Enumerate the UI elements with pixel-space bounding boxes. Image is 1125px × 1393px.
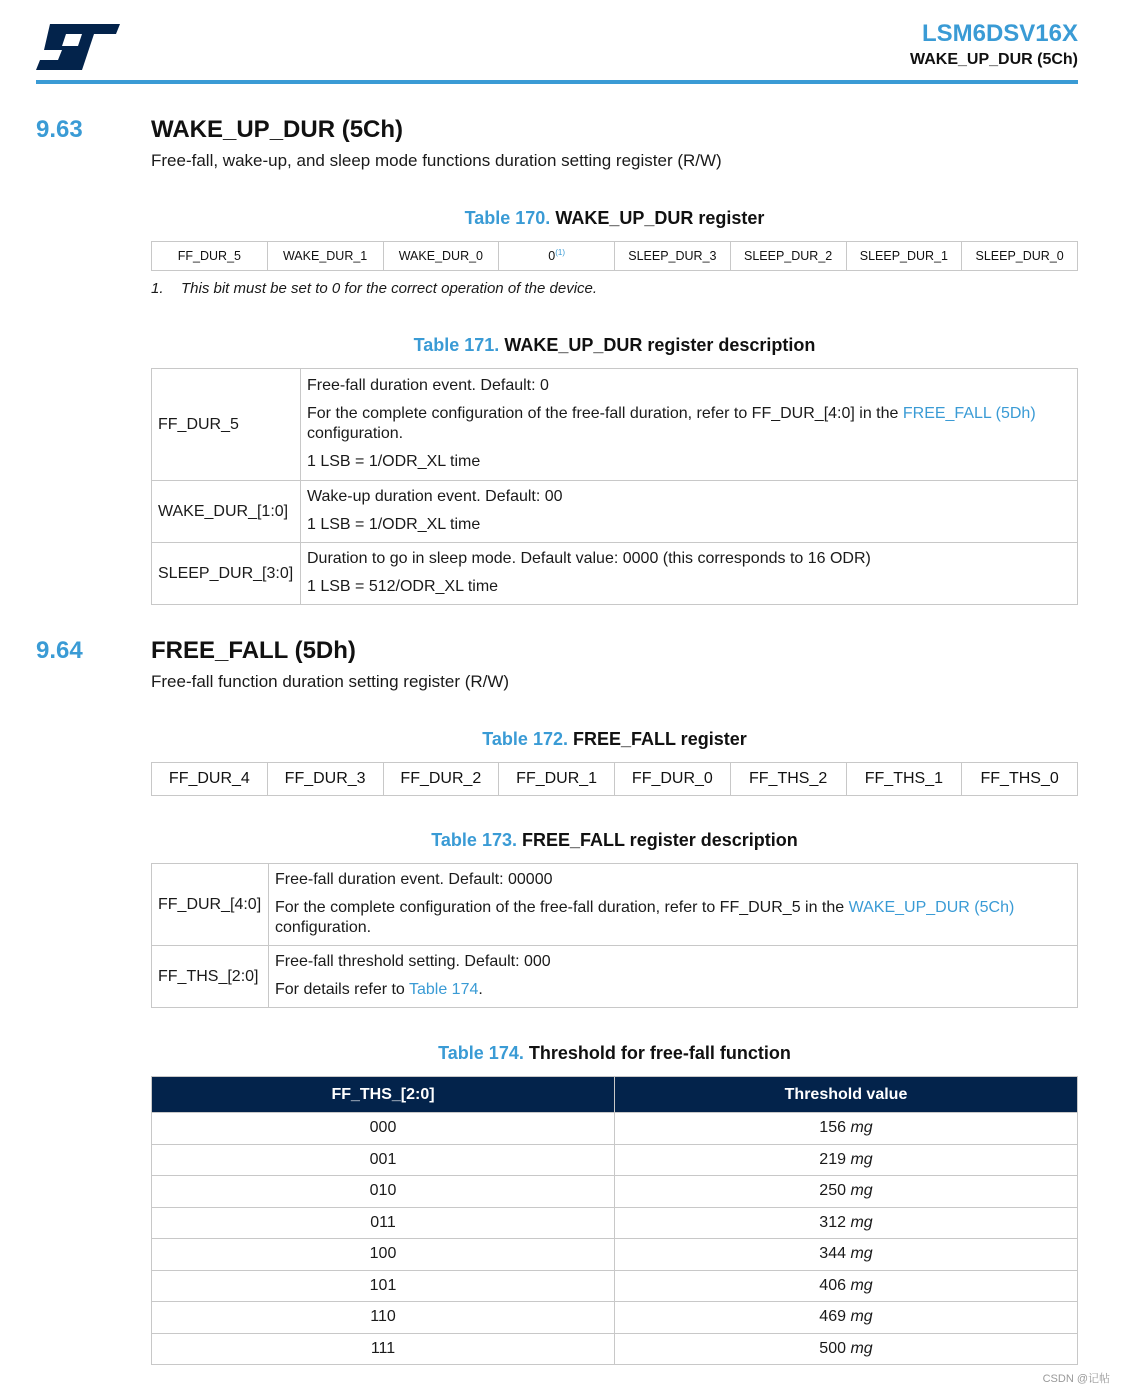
table-row — [152, 1333, 1078, 1365]
field-description — [269, 864, 1078, 946]
bit-cell: SLEEP_DUR_1 — [846, 242, 962, 271]
bit-cell — [499, 242, 615, 271]
header-rule — [36, 80, 1078, 84]
table-caption-number: Table 171. — [413, 335, 500, 355]
st-logo-icon — [36, 24, 120, 70]
table-caption — [151, 1043, 1078, 1064]
bit-value: 0 — [548, 249, 556, 264]
field-description — [301, 481, 1078, 543]
threshold-value — [615, 1176, 1078, 1208]
bit-cell: WAKE_DUR_1 — [267, 242, 383, 271]
threshold-number: 344 — [819, 1245, 846, 1263]
table-row — [152, 946, 1078, 1008]
threshold-number: 406 — [819, 1276, 846, 1294]
table-caption-number: Table 173. — [431, 830, 517, 850]
bit-cell: FF_THS_2 — [730, 763, 846, 796]
description-line: Free-fall duration event. Default: 00000 — [275, 870, 553, 888]
threshold-code: 101 — [152, 1270, 615, 1302]
table-row — [152, 1207, 1078, 1239]
description-line: Duration to go in sleep mode. Default value: 0000 (this corresponds to 16 ODR) — [307, 549, 871, 567]
footnote-number: 1. — [151, 280, 164, 297]
threshold-number: 219 — [819, 1150, 846, 1168]
threshold-code: 111 — [152, 1333, 615, 1365]
table-row — [152, 864, 1078, 946]
threshold-code: 010 — [152, 1176, 615, 1208]
field-description — [269, 946, 1078, 1008]
document-title: LSM6DSV16X — [921, 20, 1078, 47]
field-name: SLEEP_DUR_[3:0] — [152, 543, 301, 605]
threshold-number: 156 — [819, 1119, 846, 1137]
table-caption-number: Table 174. — [438, 1043, 524, 1063]
table-row — [152, 1113, 1078, 1145]
threshold-value — [615, 1207, 1078, 1239]
table-caption-title: Threshold for free-fall function — [528, 1043, 791, 1063]
table-caption-title: WAKE_UP_DUR register — [555, 208, 765, 228]
threshold-unit: mg — [850, 1213, 873, 1231]
field-description — [301, 543, 1078, 605]
watermark-text: CSDN @记帖 — [1042, 1373, 1110, 1385]
register-bit-table — [151, 241, 1078, 271]
bit-cell: SLEEP_DUR_0 — [962, 242, 1078, 271]
description-line: 1 LSB = 1/ODR_XL time — [307, 515, 481, 533]
column-header: Threshold value — [615, 1077, 1078, 1113]
description-line: Free-fall threshold setting. Default: 000 — [275, 952, 551, 970]
table-row — [152, 1176, 1078, 1208]
threshold-unit: mg — [850, 1245, 873, 1263]
field-description — [301, 369, 1078, 481]
cross-reference-link[interactable]: WAKE_UP_DUR (5Ch) — [848, 898, 1015, 916]
table-caption — [151, 208, 1078, 229]
field-name: FF_THS_[2:0] — [152, 946, 269, 1008]
bit-cell: FF_DUR_5 — [152, 242, 268, 271]
bit-cell: FF_DUR_3 — [267, 763, 383, 796]
description-line: Free-fall duration event. Default: 0 — [307, 376, 549, 394]
description-line: For details refer to Table 174. — [275, 980, 483, 998]
table-row — [152, 481, 1078, 543]
threshold-unit: mg — [850, 1182, 873, 1200]
register-description-table — [151, 863, 1078, 1008]
table-caption — [151, 729, 1078, 750]
threshold-value — [615, 1113, 1078, 1145]
table-header-row — [152, 1077, 1078, 1113]
field-name: FF_DUR_[4:0] — [152, 864, 269, 946]
description-line: 1 LSB = 512/ODR_XL time — [307, 577, 499, 595]
field-name: FF_DUR_5 — [152, 369, 301, 481]
table-footnote — [151, 280, 597, 297]
threshold-unit: mg — [850, 1276, 873, 1294]
threshold-code: 000 — [152, 1113, 615, 1145]
section-title: FREE_FALL (5Dh) — [151, 637, 356, 664]
threshold-unit: mg — [850, 1119, 873, 1137]
table-caption-title: WAKE_UP_DUR register description — [504, 335, 816, 355]
column-header: FF_THS_[2:0] — [152, 1077, 615, 1113]
table-caption — [151, 335, 1078, 356]
register-bit-table — [151, 762, 1078, 796]
section-description: Free-fall function duration setting register (R/W) — [151, 672, 510, 691]
table-caption-title: FREE_FALL register description — [522, 830, 798, 850]
section-number: 9.63 — [36, 116, 83, 143]
bit-cell: WAKE_DUR_0 — [383, 242, 499, 271]
description-line: Wake-up duration event. Default: 00 — [307, 487, 563, 505]
threshold-value — [615, 1302, 1078, 1334]
threshold-number: 500 — [819, 1339, 846, 1357]
threshold-value — [615, 1333, 1078, 1365]
document-subtitle: WAKE_UP_DUR (5Ch) — [909, 51, 1078, 68]
table-caption-number: Table 172. — [482, 729, 568, 749]
register-description-table — [151, 368, 1078, 605]
table-row — [152, 763, 1078, 796]
table-caption — [151, 830, 1078, 851]
table-row — [152, 1239, 1078, 1271]
section-number: 9.64 — [36, 637, 83, 664]
table-row — [152, 1270, 1078, 1302]
threshold-number: 312 — [819, 1213, 846, 1231]
threshold-unit: mg — [850, 1308, 873, 1326]
description-line: For the complete configuration of the free-fall duration, refer to FF_DUR_5 in the WAKE_UP_DUR (5Ch) configuration. — [275, 898, 1015, 936]
footnote-text: This bit must be set to 0 for the correct operation of the device. — [181, 280, 598, 297]
table-row — [152, 242, 1078, 271]
threshold-code: 011 — [152, 1207, 615, 1239]
threshold-number: 250 — [819, 1182, 846, 1200]
cross-reference-link[interactable]: FREE_FALL (5Dh) — [902, 404, 1036, 422]
footnote-mark[interactable]: (1) — [555, 248, 565, 258]
cross-reference-link[interactable]: Table 174 — [408, 980, 479, 998]
threshold-code: 100 — [152, 1239, 615, 1271]
threshold-value — [615, 1270, 1078, 1302]
bit-cell: FF_DUR_4 — [152, 763, 268, 796]
description-line: 1 LSB = 1/ODR_XL time — [307, 452, 481, 470]
table-row — [152, 1144, 1078, 1176]
section-title: WAKE_UP_DUR (5Ch) — [151, 116, 404, 143]
bit-cell: FF_THS_0 — [962, 763, 1078, 796]
threshold-code: 110 — [152, 1302, 615, 1334]
bit-cell: FF_DUR_1 — [499, 763, 615, 796]
bit-cell: FF_DUR_0 — [615, 763, 731, 796]
table-row — [152, 369, 1078, 481]
bit-cell: FF_DUR_2 — [383, 763, 499, 796]
threshold-unit: mg — [850, 1150, 873, 1168]
bit-cell: SLEEP_DUR_2 — [730, 242, 846, 271]
threshold-code: 001 — [152, 1144, 615, 1176]
bit-cell: SLEEP_DUR_3 — [615, 242, 731, 271]
field-name: WAKE_DUR_[1:0] — [152, 481, 301, 543]
table-caption-title: FREE_FALL register — [573, 729, 747, 749]
threshold-unit: mg — [850, 1339, 873, 1357]
section-description: Free-fall, wake-up, and sleep mode functions duration setting register (R/W) — [151, 151, 722, 170]
threshold-value — [615, 1144, 1078, 1176]
threshold-table — [151, 1076, 1078, 1365]
table-row — [152, 1302, 1078, 1334]
table-caption-number: Table 170. — [464, 208, 551, 228]
bit-cell: FF_THS_1 — [846, 763, 962, 796]
threshold-value — [615, 1239, 1078, 1271]
description-line: For the complete configuration of the free-fall duration, refer to FF_DUR_[4:0] in the FREE_FALL (5Dh) configuration. — [307, 404, 1036, 442]
table-row — [152, 543, 1078, 605]
threshold-number: 469 — [819, 1308, 846, 1326]
